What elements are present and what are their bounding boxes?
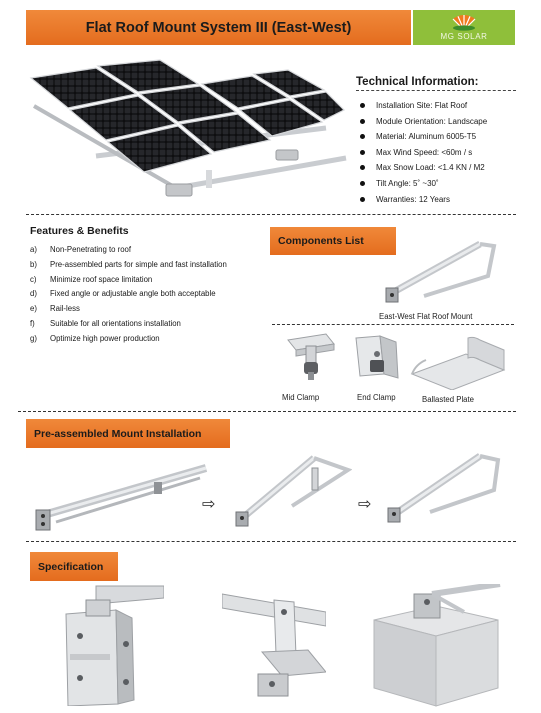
- feature-marker: d): [30, 289, 37, 299]
- feature-item: [30, 287, 270, 302]
- feature-text: Pre-assembled parts for simple and fast installation: [50, 259, 227, 269]
- mount-step-half-open-illustration: [232, 450, 352, 530]
- company-logo: [413, 10, 515, 45]
- feature-marker: b): [30, 259, 37, 269]
- feature-item: [30, 332, 270, 347]
- solar-array-illustration: [26, 58, 356, 208]
- ballast-block-detail-illustration: [372, 584, 502, 708]
- feature-marker: f): [30, 318, 35, 328]
- feature-text: Suitable for all orientations installation: [50, 318, 181, 328]
- specification-label: Specification: [30, 552, 118, 581]
- page-title: Flat Roof Mount System III (East-West): [26, 10, 411, 45]
- technical-list: [356, 98, 516, 207]
- mount-caption: East-West Flat Roof Mount: [379, 312, 473, 321]
- ballasted-plate-caption: Ballasted Plate: [422, 395, 475, 404]
- arrow-icon: ⇨: [202, 496, 216, 513]
- technical-title: Technical Information:: [356, 76, 516, 91]
- spec-item: Max Snow Load: <1.4 KN / M2: [356, 160, 516, 176]
- spec-item: Max Wind Speed: <60m / s: [356, 145, 516, 161]
- section-divider: [26, 541, 516, 542]
- logo-text: MG SOLAR: [440, 32, 488, 41]
- feature-marker: g): [30, 333, 37, 343]
- mount-step-open-illustration: [384, 446, 502, 526]
- arrow-icon: ⇨: [358, 496, 372, 513]
- feature-item: [30, 273, 270, 288]
- sun-logo-icon: [449, 14, 479, 31]
- feature-marker: c): [30, 274, 37, 284]
- spec-item: Module Orientation: Landscape: [356, 114, 516, 130]
- header: [26, 10, 515, 45]
- technical-information: [356, 76, 516, 207]
- feature-item: [30, 258, 270, 273]
- feature-marker: e): [30, 304, 37, 314]
- feature-item: [30, 243, 270, 258]
- feature-text: Non-Penetrating to roof: [50, 245, 132, 254]
- section-divider: [18, 411, 516, 412]
- hinge-detail-illustration: [222, 590, 326, 702]
- features-benefits: [30, 225, 270, 347]
- ballasted-plate-illustration: [408, 334, 508, 390]
- feature-text: Optimize high power production: [50, 333, 160, 343]
- components-divider: [272, 324, 514, 325]
- feature-marker: a): [30, 245, 37, 254]
- mount-step-folded-illustration: [30, 462, 210, 534]
- feature-text: Rail-less: [50, 304, 80, 314]
- feature-item: [30, 302, 270, 317]
- feature-item: [30, 317, 270, 332]
- end-clamp-caption: End Clamp: [357, 393, 396, 402]
- spec-item: Material: Aluminum 6005-T5: [356, 129, 516, 145]
- end-clamp-illustration: [350, 334, 404, 386]
- mid-clamp-caption: Mid Clamp: [282, 393, 320, 402]
- feature-text: Fixed angle or adjustable angle both acceptable: [50, 289, 216, 299]
- spec-item: Warranties: 12 Years: [356, 192, 516, 208]
- east-west-mount-illustration: [384, 236, 498, 306]
- components-list-label: Components List: [270, 227, 396, 255]
- features-title: Features & Benefits: [30, 225, 129, 237]
- clamp-detail-illustration: [56, 584, 164, 706]
- features-list: [30, 243, 270, 347]
- preassembled-label: Pre-assembled Mount Installation: [26, 419, 230, 448]
- spec-item: Tilt Angle: 5˚ ~30˚: [356, 176, 516, 192]
- mid-clamp-illustration: [282, 332, 338, 384]
- section-divider: [26, 214, 516, 215]
- spec-item: Installation Site: Flat Roof: [356, 98, 516, 114]
- feature-text: Minimize roof space limitation: [50, 274, 153, 284]
